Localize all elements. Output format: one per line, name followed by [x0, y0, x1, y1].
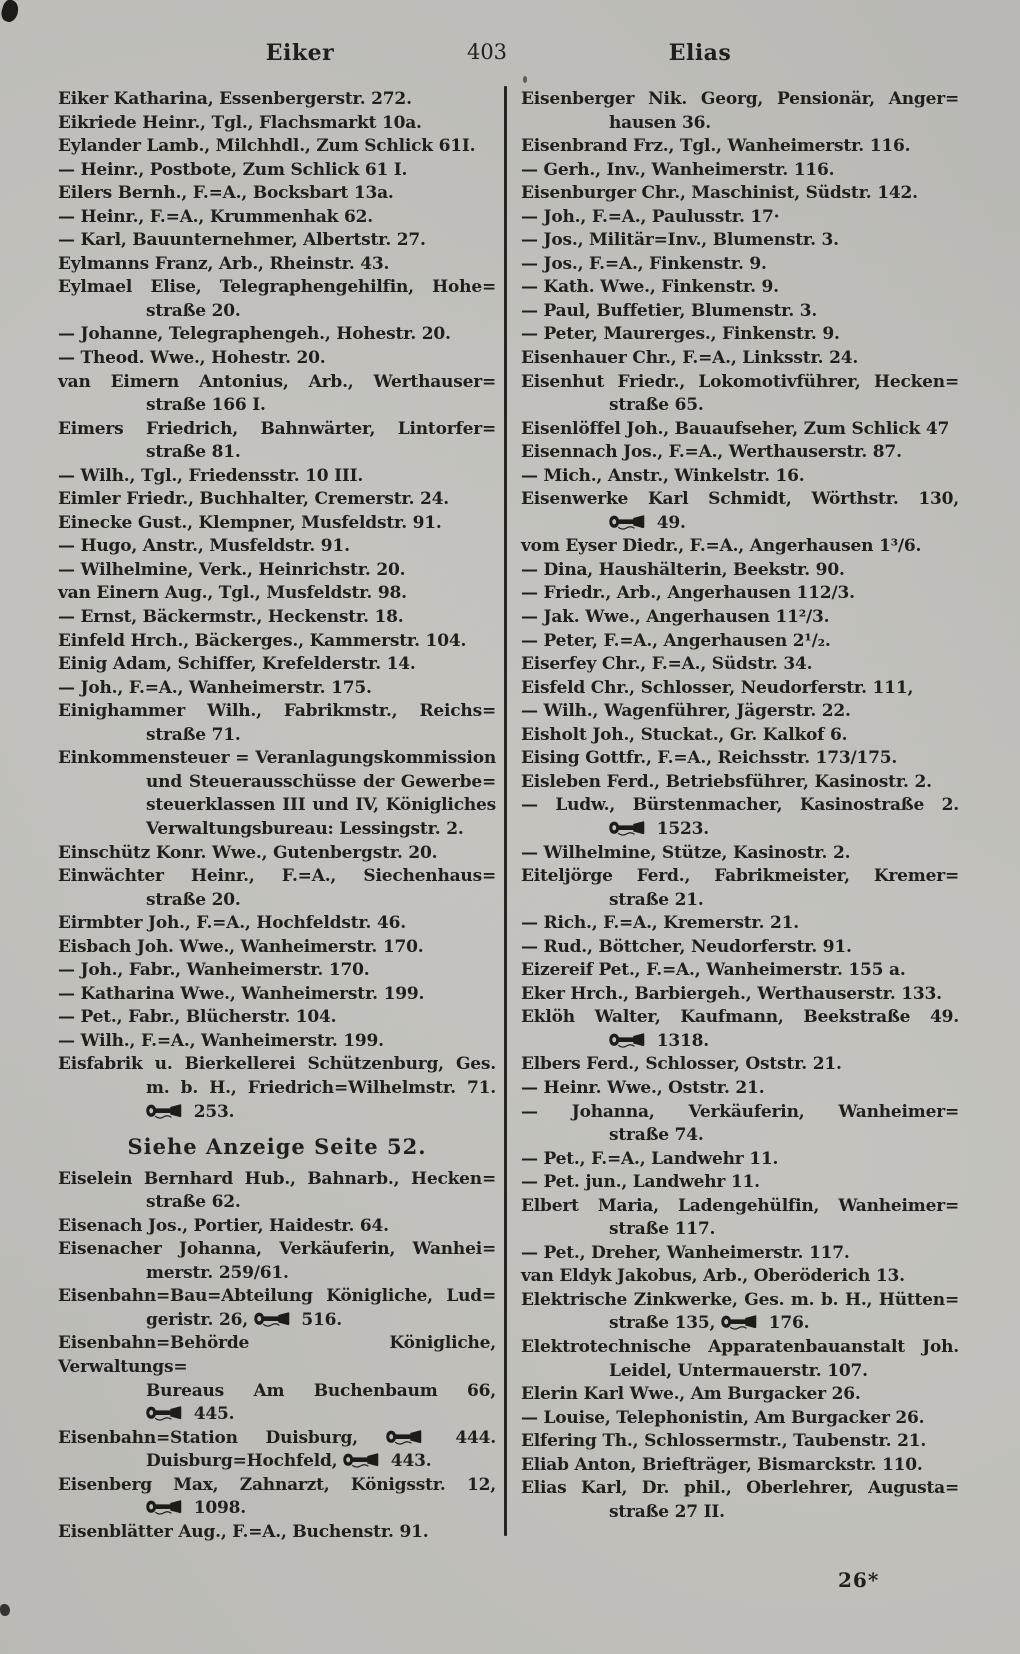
directory-entry: [58, 1030, 496, 1054]
entry-line: straße 27 II.: [609, 1501, 725, 1522]
directory-entry: [521, 371, 959, 418]
column-divider-rule: [504, 86, 507, 1536]
telephone-icon: [343, 1452, 380, 1468]
entry-line: — Theod. Wwe., Hohestr. 20.: [58, 348, 326, 369]
directory-entry: [521, 1454, 959, 1478]
directory-entry: [521, 1407, 959, 1431]
entry-line: 1523.: [521, 818, 959, 842]
directory-entry: [521, 88, 959, 135]
entry-line: — Peter, F.=A., Angerhausen 2¹/₂.: [521, 630, 831, 651]
directory-entry: [521, 1265, 959, 1289]
telephone-icon: [609, 514, 646, 530]
entry-line: Leidel, Untermauerstr. 107.: [609, 1360, 868, 1381]
directory-entry: [521, 159, 959, 183]
directory-entry: [521, 1242, 959, 1266]
directory-entry: [58, 488, 496, 512]
entry-line: Elektrotechnische Apparatenbauanstalt Joh.: [521, 1336, 959, 1357]
entry-line: Einecke Gust., Klempner, Musfeldstr. 91.: [58, 512, 442, 533]
directory-entry: [521, 276, 959, 300]
entry-line: Eklöh Walter, Kaufmann, Beekstraße 49.: [521, 1007, 959, 1028]
directory-entry: [58, 1168, 496, 1215]
directory-entry: [58, 630, 496, 654]
entry-line: Einig Adam, Schiffer, Krefelderstr. 14.: [58, 654, 416, 675]
entry-line: Eisenbahn=Behörde Königliche, Verwaltungs=: [58, 1333, 496, 1377]
directory-entry: [521, 959, 959, 983]
directory-entry: [521, 677, 959, 701]
entry-line: 1098.: [58, 1497, 496, 1521]
telephone-icon: [254, 1311, 291, 1327]
telephone-icon: [386, 1429, 423, 1445]
entry-line: — Heinr., Postbote, Zum Schlick 61 I.: [58, 159, 408, 180]
directory-entry: [58, 323, 496, 347]
entry-line: Eisenhut Friedr., Lokomotivführer, Hecken=: [521, 371, 959, 392]
entry-line: — Wilhelmine, Verk., Heinrichstr. 20.: [58, 559, 406, 580]
entry-line: — Joh., F.=A., Wanheimerstr. 175.: [58, 677, 372, 698]
entry-line: Elbers Ferd., Schlosser, Oststr. 21.: [521, 1054, 842, 1075]
directory-entry: [521, 1430, 959, 1454]
directory-entry: [521, 794, 959, 841]
directory-entry: [521, 700, 959, 724]
entry-line: 49.: [521, 512, 959, 536]
directory-entry: [521, 983, 959, 1007]
directory-entry: [58, 465, 496, 489]
entry-line: Eliab Anton, Briefträger, Bismarckstr. 110.: [521, 1454, 923, 1475]
entry-line: — Rich., F.=A., Kremerstr. 21.: [521, 913, 799, 934]
entry-line: Einfeld Hrch., Bäckerges., Kammerstr. 104.: [58, 630, 467, 651]
entry-line: straße 135, 176.: [609, 1313, 810, 1334]
entry-line: Einwächter Heinr., F.=A., Siechenhaus=: [58, 866, 496, 887]
directory-entry: [521, 771, 959, 795]
running-header: [0, 40, 1020, 70]
entry-line: van Eimern Antonius, Arb., Werthauser=: [58, 371, 496, 392]
entry-line: straße 20.: [146, 300, 241, 321]
entry-line: — Jos., Militär=Inv., Blumenstr. 3.: [521, 230, 839, 251]
entry-line: — Ernst, Bäckermstr., Heckenstr. 18.: [58, 607, 404, 628]
directory-entry: [521, 559, 959, 583]
left-column: [58, 88, 496, 1544]
directory-entry: [58, 912, 496, 936]
entry-line: 445.: [58, 1403, 496, 1427]
entry-line: Bureaus Am Buchenbaum 66,: [146, 1380, 496, 1401]
directory-entry: [58, 653, 496, 677]
entry-line: Elias Karl, Dr. phil., Oberlehrer, Augusta=: [521, 1478, 959, 1499]
directory-entry: [58, 418, 496, 465]
directory-entry: [58, 206, 496, 230]
entry-line: — Johanna, Verkäuferin, Wanheimer=: [521, 1101, 959, 1122]
entry-line: und Steuerausschüsse der Gewerbe=: [146, 771, 496, 792]
entry-line: — Peter, Maurerges., Finkenstr. 9.: [521, 324, 840, 345]
telephone-icon: [609, 820, 646, 836]
entry-line: — Mich., Anstr., Winkelstr. 16.: [521, 465, 805, 486]
entry-line: Eker Hrch., Barbiergeh., Werthauserstr. 133.: [521, 983, 942, 1004]
right-column: [521, 88, 959, 1524]
entry-line: Eisholt Joh., Stuckat., Gr. Kalkof 6.: [521, 724, 848, 745]
header-right-keyword: Elias: [668, 40, 732, 66]
entry-line: Eiteljörge Ferd., Fabrikmeister, Kremer=: [521, 866, 959, 887]
directory-entry: [521, 1006, 959, 1053]
entry-line: — Louise, Telephonistin, Am Burgacker 26.: [521, 1407, 925, 1428]
directory-entry: [58, 182, 496, 206]
entry-line: — Dina, Haushälterin, Beekstr. 90.: [521, 559, 845, 580]
directory-entry: [58, 1474, 496, 1521]
entry-line: Eisenach Jos., Portier, Haidestr. 64.: [58, 1215, 389, 1236]
entry-line: Eisleben Ferd., Betriebsführer, Kasinostr. 2.: [521, 771, 932, 792]
entry-line: — Kath. Wwe., Finkenstr. 9.: [521, 277, 779, 298]
entry-line: — Jos., F.=A., Finkenstr. 9.: [521, 253, 767, 274]
entry-line: Eylander Lamb., Milchhdl., Zum Schlick 61I.: [58, 136, 476, 157]
scan-artifact: [0, 0, 21, 24]
directory-entry: [58, 559, 496, 583]
entry-line: Eiselein Bernhard Hub., Bahnarb., Hecken=: [58, 1168, 496, 1189]
entry-line: — Heinr. Wwe., Oststr. 21.: [521, 1077, 765, 1098]
entry-line: — Pet., F.=A., Landwehr 11.: [521, 1148, 779, 1169]
entry-line: Eilers Bernh., F.=A., Bocksbart 13a.: [58, 183, 394, 204]
entry-line: Duisburg=Hochfeld, 443.: [146, 1451, 432, 1472]
entry-line: — Pet. jun., Landwehr 11.: [521, 1172, 760, 1193]
entry-line: Elerin Karl Wwe., Am Burgacker 26.: [521, 1384, 861, 1405]
directory-entry: [521, 912, 959, 936]
entry-line: — Jak. Wwe., Angerhausen 11²/3.: [521, 607, 830, 628]
directory-entry: [521, 323, 959, 347]
entry-line: Eisenblätter Aug., F.=A., Buchenstr. 91.: [58, 1521, 429, 1542]
entry-line: — Wilh., F.=A., Wanheimerstr. 199.: [58, 1030, 384, 1051]
entry-line: 1318.: [521, 1030, 959, 1054]
directory-entry: [58, 229, 496, 253]
entry-line: Elfering Th., Schlossermstr., Taubenstr. 21.: [521, 1431, 927, 1452]
entry-line: Einighammer Wilh., Fabrikmstr., Reichs=: [58, 701, 496, 722]
directory-entry: [521, 1171, 959, 1195]
directory-entry: [521, 747, 959, 771]
directory-entry: [58, 865, 496, 912]
header-left-keyword: Eiker: [265, 40, 335, 66]
entry-line: Verwaltungsbureau: Lessingstr. 2.: [146, 818, 464, 839]
directory-entry: [521, 1101, 959, 1148]
telephone-icon: [609, 1032, 646, 1048]
directory-entry: [58, 112, 496, 136]
entry-line: — Pet., Dreher, Wanheimerstr. 117.: [521, 1242, 850, 1263]
entry-line: straße 117.: [609, 1219, 716, 1240]
entry-line: — Wilhelmine, Stütze, Kasinostr. 2.: [521, 842, 851, 863]
entry-line: straße 81.: [146, 442, 241, 463]
directory-entry: [58, 842, 496, 866]
entry-line: Eisennach Jos., F.=A., Werthauserstr. 87.: [521, 442, 902, 463]
directory-entry: [521, 1336, 959, 1383]
directory-entry: [521, 606, 959, 630]
entry-line: — Hugo, Anstr., Musfeldstr. 91.: [58, 536, 350, 557]
directory-entry: [58, 582, 496, 606]
scan-artifact: [523, 76, 527, 83]
entry-line: Eisbach Joh. Wwe., Wanheimerstr. 170.: [58, 936, 424, 957]
entry-line: — Paul, Buffetier, Blumenstr. 3.: [521, 300, 818, 321]
entry-line: Eiker Katharina, Essenbergerstr. 272.: [58, 89, 412, 109]
directory-entry: [58, 1285, 496, 1332]
entry-line: Elektrische Zinkwerke, Ges. m. b. H., Hütten=: [521, 1289, 959, 1310]
directory-entry: [58, 1006, 496, 1030]
entry-line: hausen 36.: [609, 112, 711, 133]
directory-entry: [521, 206, 959, 230]
directory-entry: [58, 959, 496, 983]
directory-entry: [521, 842, 959, 866]
directory-entry: [521, 865, 959, 912]
entry-line: vom Eyser Diedr., F.=A., Angerhausen 1³/6.: [521, 536, 922, 557]
entry-line: — Wilh., Wagenführer, Jägerstr. 22.: [521, 701, 851, 722]
directory-entry: [521, 465, 959, 489]
entry-line: Eisenhauer Chr., F.=A., Linksstr. 24.: [521, 348, 859, 369]
telephone-icon: [146, 1103, 183, 1119]
entry-line: Eisenburger Chr., Maschinist, Südstr. 142.: [521, 183, 918, 204]
entry-line: — Karl, Bauunternehmer, Albertstr. 27.: [58, 230, 426, 251]
directory-entry: [521, 1477, 959, 1524]
directory-entry: [58, 936, 496, 960]
directory-entry: [521, 1383, 959, 1407]
printer-signature-mark: 26*: [838, 1568, 880, 1592]
entry-line: Eisfabrik u. Bierkellerei Schützenburg, Ges.: [58, 1054, 496, 1075]
entry-line: van Eldyk Jakobus, Arb., Oberöderich 13.: [521, 1266, 905, 1287]
directory-entry: [521, 229, 959, 253]
directory-entry: [521, 418, 959, 442]
entry-line: Eisfeld Chr., Schlosser, Neudorferstr. 111,: [521, 677, 914, 698]
entry-line: Eisenbahn=Bau=Abteilung Königliche, Lud=: [58, 1286, 496, 1307]
entry-line: Einschütz Konr. Wwe., Gutenbergstr. 20.: [58, 842, 438, 863]
entry-line: — Rud., Böttcher, Neudorferstr. 91.: [521, 936, 852, 957]
page-number: 403: [466, 40, 508, 64]
directory-entry: [58, 983, 496, 1007]
directory-entry: [521, 1077, 959, 1101]
entry-line: Eirmbter Joh., F.=A., Hochfeldstr. 46.: [58, 913, 406, 934]
directory-entry: [58, 276, 496, 323]
directory-entry: [521, 488, 959, 535]
directory-entry: [58, 1427, 496, 1474]
entry-line: — Pet., Fabr., Blücherstr. 104.: [58, 1007, 337, 1028]
telephone-icon: [146, 1499, 183, 1515]
directory-entry: [521, 347, 959, 371]
entry-line: merstr. 259/61.: [146, 1262, 289, 1283]
entry-line: Eizereif Pet., F.=A., Wanheimerstr. 155 a.: [521, 960, 906, 981]
entry-line: Eimers Friedrich, Bahnwärter, Lintorfer=: [58, 418, 496, 439]
entry-line: Eikriede Heinr., Tgl., Flachsmarkt 10a.: [58, 112, 422, 133]
directory-entry: [58, 535, 496, 559]
directory-entry: [58, 1215, 496, 1239]
entry-line: — Friedr., Arb., Angerhausen 112/3.: [521, 583, 855, 604]
entry-line: — Joh., Fabr., Wanheimerstr. 170.: [58, 960, 370, 981]
entry-line: straße 65.: [609, 395, 704, 416]
directory-entry: [521, 535, 959, 559]
directory-entry: [58, 159, 496, 183]
entry-line: Eisenacher Johanna, Verkäuferin, Wanhei=: [58, 1239, 496, 1260]
directory-entry: [58, 253, 496, 277]
directory-entry: [58, 1332, 496, 1426]
entry-line: Siehe Anzeige Seite 52.: [127, 1134, 427, 1160]
directory-entry: [58, 347, 496, 371]
entry-line: Eising Gottfr., F.=A., Reichsstr. 173/175.: [521, 748, 898, 769]
entry-line: Eimler Friedr., Buchhalter, Cremerstr. 24.: [58, 489, 449, 510]
entry-line: straße 71.: [146, 724, 241, 745]
entry-line: straße 62.: [146, 1192, 241, 1213]
directory-entry: [521, 724, 959, 748]
directory-entry: [58, 606, 496, 630]
directory-entry: [521, 253, 959, 277]
entry-line: Eisenberger Nik. Georg, Pensionär, Anger=: [521, 89, 959, 109]
telephone-icon: [721, 1314, 758, 1330]
directory-entry: [58, 371, 496, 418]
entry-line: — Joh., F.=A., Paulusstr. 17·: [521, 206, 780, 227]
directory-entry: [521, 1195, 959, 1242]
directory-entry: [521, 441, 959, 465]
directory-entry: [58, 1521, 496, 1545]
entry-line: m. b. H., Friedrich=Wilhelmstr. 71.: [146, 1077, 496, 1098]
directory-entry: [58, 700, 496, 747]
directory-entry: [521, 936, 959, 960]
entry-line: Eisenbrand Frz., Tgl., Wanheimerstr. 116.: [521, 136, 911, 157]
scan-artifact: [0, 1604, 10, 1616]
entry-line: 253.: [58, 1101, 496, 1125]
advert-notice: [58, 1124, 496, 1168]
entry-line: Elbert Maria, Ladengehülfin, Wanheimer=: [521, 1195, 959, 1216]
entry-line: — Katharina Wwe., Wanheimerstr. 199.: [58, 983, 425, 1004]
entry-line: Eylmanns Franz, Arb., Rheinstr. 43.: [58, 253, 390, 274]
entry-line: — Ludw., Bürstenmacher, Kasinostraße 2.: [521, 795, 959, 816]
entry-line: — Wilh., Tgl., Friedensstr. 10 III.: [58, 465, 364, 486]
entry-line: geristr. 26, 516.: [146, 1309, 342, 1330]
telephone-icon: [146, 1405, 183, 1421]
directory-entry: [58, 135, 496, 159]
directory-entry: [521, 653, 959, 677]
entry-line: Eisenberg Max, Zahnarzt, Königsstr. 12,: [58, 1474, 496, 1495]
directory-entry: [58, 677, 496, 701]
directory-entry: [521, 1148, 959, 1172]
entry-line: Eisenbahn=Station Duisburg, 444.: [58, 1427, 496, 1448]
directory-entry: [58, 1238, 496, 1285]
entry-line: — Gerh., Inv., Wanheimerstr. 116.: [521, 159, 835, 180]
entry-line: Einkommensteuer = Veranlagungskommission: [58, 748, 496, 769]
directory-entry: [521, 630, 959, 654]
entry-line: van Einern Aug., Tgl., Musfeldstr. 98.: [58, 583, 407, 604]
entry-line: straße 74.: [609, 1125, 704, 1146]
directory-entry: [58, 1053, 496, 1124]
entry-line: straße 21.: [609, 889, 704, 910]
directory-entry: [521, 1289, 959, 1336]
entry-line: — Heinr., F.=A., Krummenhak 62.: [58, 206, 373, 227]
directory-entry: [58, 512, 496, 536]
directory-entry: [521, 135, 959, 159]
directory-entry: [521, 182, 959, 206]
entry-line: Eylmael Elise, Telegraphengehilfin, Hohe=: [58, 277, 496, 298]
entry-line: steuerklassen III und IV, Königliches: [146, 795, 496, 816]
entry-line: Eiserfey Chr., F.=A., Südstr. 34.: [521, 654, 813, 675]
directory-entry: [58, 88, 496, 112]
entry-line: — Johanne, Telegraphengeh., Hohestr. 20.: [58, 324, 451, 345]
directory-entry: [521, 300, 959, 324]
directory-entry: [58, 747, 496, 841]
directory-entry: [521, 582, 959, 606]
entry-line: Eisenwerke Karl Schmidt, Wörthstr. 130,: [521, 489, 959, 510]
entry-line: Eisenlöffel Joh., Bauaufseher, Zum Schlick 47: [521, 418, 950, 439]
entry-line: straße 166 I.: [146, 395, 266, 416]
entry-line: straße 20.: [146, 889, 241, 910]
directory-entry: [521, 1053, 959, 1077]
